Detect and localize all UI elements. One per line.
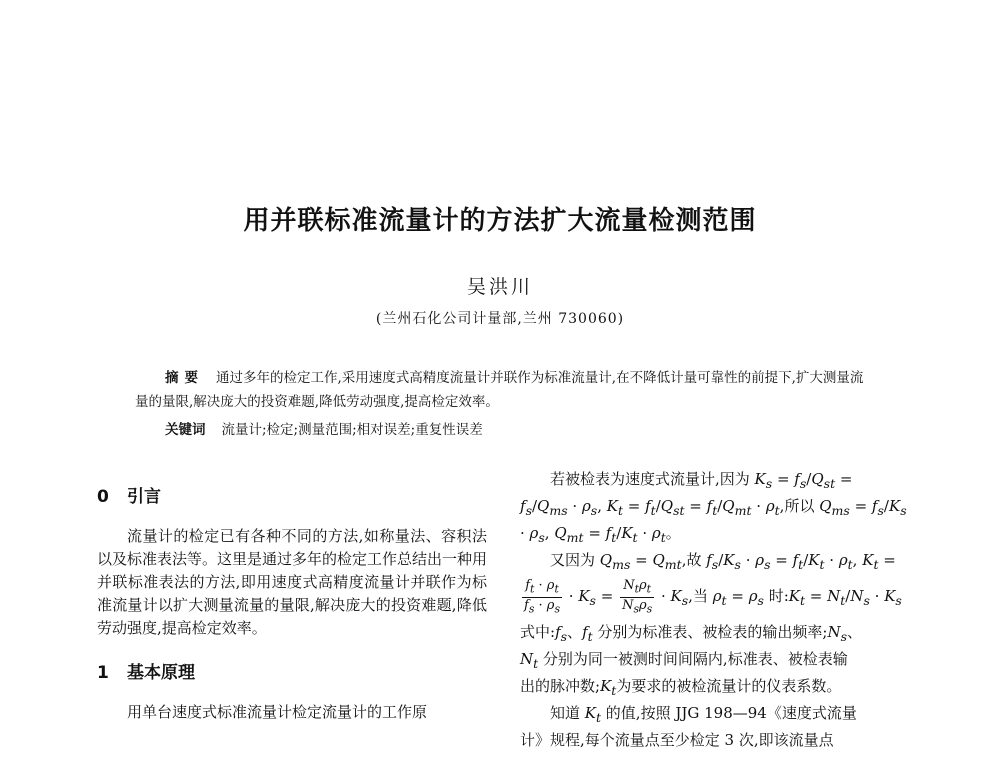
fraction: $\frac{N_t\rho_t}{N_s\rho_s}$ <box>622 577 653 616</box>
section-title: 基本原理 <box>127 663 195 683</box>
section-heading-principle <box>97 658 487 683</box>
author-name: 吴洪川 <box>466 276 533 298</box>
keywords-label: 关键词 <box>165 422 206 438</box>
keywords-text: 流量计;检定;测量范围;相对误差;重复性误差 <box>221 422 483 438</box>
text-line: 知道 $K_t$ 的值,按照 JJG 198—94《速度式流量 <box>550 704 857 725</box>
text-line: · $\rho_s$, $Q_{mt} = f_t/K_t \cdot \rho_t$。 <box>520 524 681 545</box>
abstract <box>135 366 870 414</box>
text-line: 计》规程,每个流量点至少检定 3 次,即该流量点 <box>520 731 834 749</box>
section-number: 0 <box>97 487 109 507</box>
formula-line: $\frac{f_t \cdot \rho_t}{f_s \cdot \rho_s}$ · $K_s$ = $\frac{N_t\rho_t}{N_s\rho_s}$ · $K_s$,当 $\rho_t = \rho_s$ 时$:K_t = N_t/N_s \cdot K_s$ <box>524 577 902 616</box>
text-line: 出的脉冲数$;K_t$为要求的被检流量计的仪表系数。 <box>520 677 842 698</box>
section-number: 1 <box>97 663 109 683</box>
text-line: 又因为 $Q_{ms} = Q_{mt}$,故 $f_s/K_s \cdot \rho_s = f_t/K_t \cdot \rho_t$, $K_t$ = <box>550 551 896 572</box>
text-line: 式中$:f_s$、$f_t$ 分别为标准表、被检表的输出频率$;N_s$、 <box>520 623 863 644</box>
section-heading-intro <box>97 482 487 507</box>
section-title: 引言 <box>127 487 161 507</box>
left-column <box>97 482 487 742</box>
abstract-text: 通过多年的检定工作,采用速度式高精度流量计并联作为标准流量计,在不降低计量可靠性的前提下,扩大测量流量的量限,解决庞大的投资难题,降低劳动强度,提高检定效率。 <box>135 370 864 410</box>
principle-paragraph: 用单台速度式标准流量计检定流量计的工作原 <box>127 703 428 721</box>
text-line: $f_s/Q_{ms} \cdot \rho_s$, $K_t = f_t/Q_{st} = f_t/Q_{mt} \cdot \rho_t$,所以 $Q_{ms} = f_s/K_s$ <box>520 497 907 518</box>
paper-title: 用并联标准流量计的方法扩大流量检测范围 <box>243 206 757 236</box>
author-affiliation: (兰州石化公司计量部,兰州 730060) <box>375 311 625 327</box>
text-line: 若被检表为速度式流量计,因为 $K_s = f_s/Q_{st}$ = <box>550 470 853 491</box>
text-line: $N_t$ 分别为同一被测时间间隔内,标准表、被检表输 <box>520 650 848 671</box>
intro-paragraph: 流量计的检定已有各种不同的方法,如称量法、容积法以及标准表法等。这里是通过多年的检定工作总结出一种用并联标准表法的方法,即用速度式高精度流量计并联作为标准流量计以扩大测量流量的量限,解决庞大的投资难题,降低劳动强度,提高检定效率。 <box>97 527 488 637</box>
abstract-label: 摘要 <box>165 370 204 386</box>
keywords <box>165 418 865 438</box>
fraction: $\frac{f_t \cdot \rho_t}{f_s \cdot \rho_s}$ <box>524 577 560 616</box>
right-column <box>520 468 907 752</box>
